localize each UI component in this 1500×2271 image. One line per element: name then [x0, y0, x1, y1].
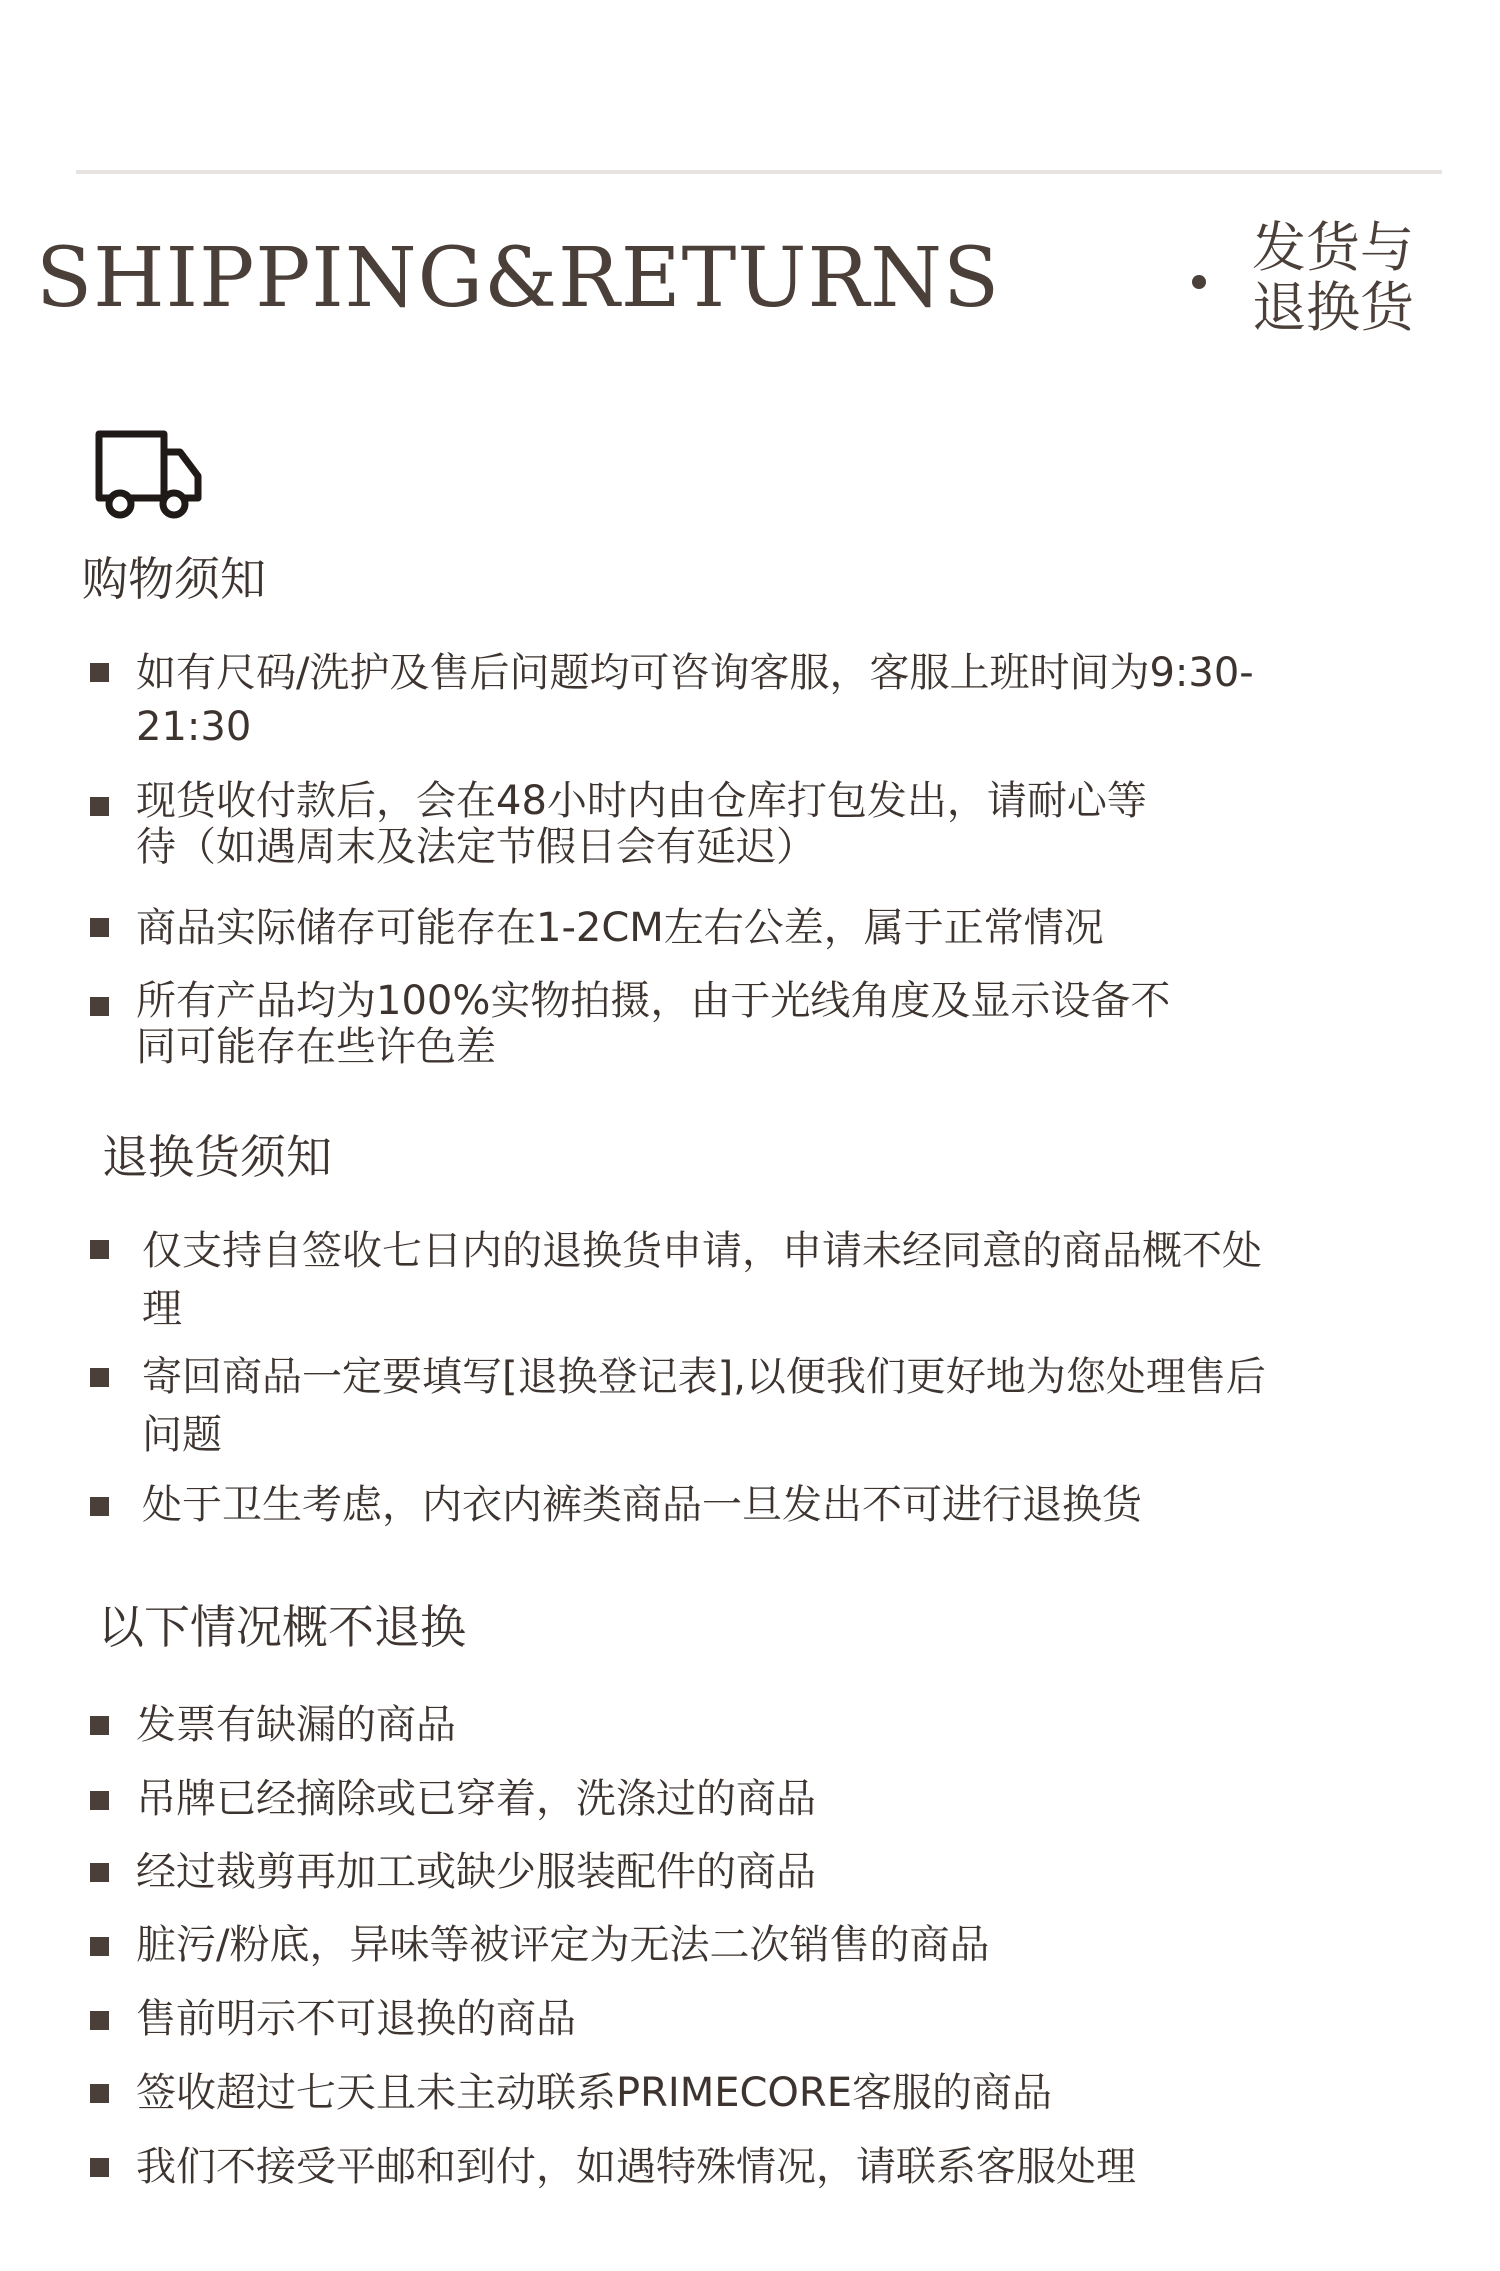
- bullet: [90, 997, 109, 1016]
- list-item: [136, 1992, 1436, 2046]
- bullet: [90, 1240, 109, 1259]
- bullet: [90, 1716, 109, 1735]
- list-item: [136, 646, 1266, 754]
- bullet: [90, 1368, 109, 1387]
- list-item-text: 寄回商品一定要填写[退换登记表],以便我们更好地为您处理售后问题: [142, 1354, 1266, 1458]
- bullet: [90, 918, 109, 937]
- list-item-text: 现货收付款后，会在48小时内由仓库打包发出，请耐心等待（如遇周末及法定节假日会有延迟）: [136, 778, 1147, 870]
- truck-icon: [94, 428, 204, 524]
- list-item: [136, 1698, 1436, 1752]
- list-item-text: 售前明示不可退换的商品: [136, 1996, 576, 2042]
- list-item: [136, 978, 1196, 1070]
- return-notice-title: 退换货须知: [102, 1130, 332, 1184]
- list-item-text: 签收超过七天且未主动联系PRIMECORE客服的商品: [136, 2070, 1052, 2116]
- header-dot: [1192, 275, 1206, 289]
- list-item-text: 经过裁剪再加工或缺少服装配件的商品: [136, 1849, 816, 1895]
- header-title-en: SHIPPING&RETURNS: [36, 231, 1001, 326]
- list-item-text: 处于卫生考虑，内衣内裤类商品一旦发出不可进行退换货: [142, 1482, 1142, 1528]
- list-item: [142, 1348, 1292, 1464]
- list-item-text: 所有产品均为100%实物拍摄，由于光线角度及显示设备不同可能存在些许色差: [136, 978, 1171, 1070]
- list-item: [136, 1772, 1436, 1826]
- bullet: [90, 2011, 109, 2030]
- header-title-cn: 发货与退换货: [1252, 216, 1414, 339]
- bullet: [90, 663, 109, 682]
- list-item-text: 发票有缺漏的商品: [136, 1702, 456, 1748]
- list-item: [142, 1222, 1272, 1338]
- list-item: [136, 1918, 1436, 1972]
- list-item: [136, 2140, 1436, 2194]
- list-item-text: 吊牌已经摘除或已穿着，洗涤过的商品: [136, 1776, 816, 1822]
- top-divider: [76, 170, 1442, 174]
- bullet: [90, 1791, 109, 1810]
- list-item-text: 如有尺码/洗护及售后问题均可咨询客服，客服上班时间为9:30-21:30: [136, 650, 1254, 750]
- list-item-text: 我们不接受平邮和到付，如遇特殊情况，请联系客服处理: [136, 2144, 1136, 2190]
- bullet: [90, 797, 109, 816]
- list-item: [136, 2066, 1436, 2120]
- list-item: [142, 1478, 1442, 1532]
- bullet: [90, 1497, 109, 1516]
- list-item-text: 仅支持自签收七日内的退换货申请，申请未经同意的商品概不处理: [142, 1228, 1262, 1332]
- bullet: [90, 2158, 109, 2177]
- list-item-text: 脏污/粉底，异味等被评定为无法二次销售的商品: [136, 1922, 990, 1968]
- list-item: [136, 1845, 1436, 1899]
- list-item: [136, 901, 1436, 955]
- list-item: [136, 778, 1186, 870]
- list-item-text: 商品实际储存可能存在1-2CM左右公差，属于正常情况: [136, 905, 1104, 951]
- bullet: [90, 1937, 109, 1956]
- no-return-title: 以下情况概不退换: [98, 1600, 466, 1654]
- bullet: [90, 1863, 109, 1882]
- bullet: [90, 2084, 109, 2103]
- shopping-notice-title: 购物须知: [82, 552, 266, 606]
